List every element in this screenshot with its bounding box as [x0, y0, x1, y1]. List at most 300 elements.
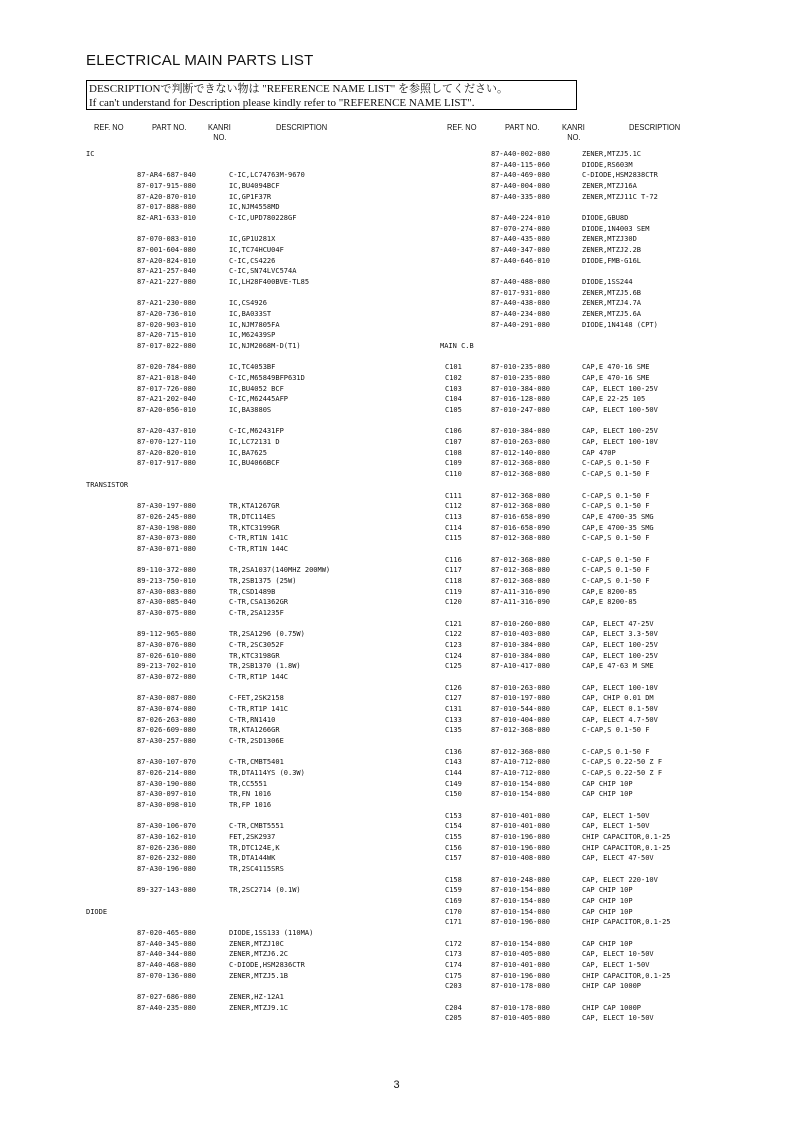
description-cell: C-IC,M65849BFP631D — [229, 374, 305, 383]
part-row — [440, 661, 740, 672]
part-row — [86, 779, 436, 790]
part-row — [86, 949, 436, 960]
description-cell: C-TR,2SC3052F — [229, 640, 284, 649]
description-cell: C-TR,CMBT5401 — [229, 758, 284, 767]
part-no-cell: 87-010-401-080 — [491, 811, 551, 820]
part-row — [440, 373, 740, 384]
spacer-row — [440, 928, 740, 939]
part-row — [440, 981, 740, 992]
part-no-cell: 87-010-263-080 — [491, 438, 551, 447]
part-no-cell: 87-A40-468-080 — [137, 961, 197, 970]
part-row — [440, 757, 740, 768]
description-cell: CAP, ELECT 4.7-50V — [582, 715, 658, 724]
ref-no-cell: C143 — [445, 758, 462, 767]
description-cell: ZENER,MTZJ30D — [582, 235, 637, 244]
part-no-cell: 87-010-384-080 — [491, 640, 551, 649]
description-cell: CAP, ELECT 100-25V — [582, 640, 658, 649]
description-cell: C-IC,LC74763M-9670 — [229, 171, 305, 180]
part-no-cell: 87-017-931-080 — [491, 288, 551, 297]
description-cell: ZENER,MTZJ16A — [582, 182, 637, 191]
part-row — [86, 512, 436, 523]
description-cell: DIODE,GBU8D — [582, 214, 629, 223]
description-cell: CAP, ELECT 100-10V — [582, 683, 658, 692]
part-no-cell: 87-A30-074-080 — [137, 704, 197, 713]
part-no-cell: 87-A20-715-010 — [137, 331, 197, 340]
part-no-cell: 87-A40-469-080 — [491, 171, 551, 180]
page-number: 3 — [393, 1079, 400, 1091]
part-no-cell: 87-A10-712-080 — [491, 768, 551, 777]
part-no-cell: 87-012-368-080 — [491, 566, 551, 575]
part-row — [86, 736, 436, 747]
part-no-cell: 87-012-368-080 — [491, 576, 551, 585]
description-cell: C-IC,M62445AFP — [229, 395, 289, 404]
spacer-row — [86, 683, 436, 694]
part-no-cell: 87-A40-488-080 — [491, 278, 551, 287]
part-row — [86, 800, 436, 811]
part-no-cell: 87-010-154-080 — [491, 779, 551, 788]
part-no-cell: 89-213-750-010 — [137, 576, 197, 585]
description-cell: C-CAP,S 0.1-50 F — [582, 566, 650, 575]
part-no-cell: 87-010-178-080 — [491, 982, 551, 991]
description-cell: CAP,E 470-16 SME — [582, 363, 650, 372]
description-cell: TR,DTC124E,K — [229, 843, 280, 852]
description-cell: CAP, ELECT 10-50V — [582, 1014, 654, 1023]
part-no-cell: 87-070-083-010 — [137, 235, 197, 244]
part-no-cell: 87-010-384-080 — [491, 651, 551, 660]
part-row — [440, 256, 740, 267]
description-cell: TR,KTC3199GR — [229, 523, 280, 532]
part-no-cell: 87-010-263-080 — [491, 683, 551, 692]
part-no-cell: 87-010-235-080 — [491, 374, 551, 383]
description-cell: TR,2SB1375 (25W) — [229, 576, 297, 585]
spacer-row — [86, 875, 436, 886]
part-row — [86, 597, 436, 608]
part-row — [86, 170, 436, 181]
description-cell: IC,M62439SP — [229, 331, 276, 340]
spacer-row — [440, 480, 740, 491]
part-row — [440, 715, 740, 726]
right-header-part-no: PART NO. — [505, 122, 540, 132]
description-cell: ZENER,MTZJ5.6B — [582, 288, 642, 297]
part-no-cell: 87-026-236-080 — [137, 843, 197, 852]
part-row — [440, 949, 740, 960]
part-row — [86, 704, 436, 715]
description-cell: C-CAP,S 0.22-50 Z F — [582, 758, 663, 767]
description-cell: TR,KTA1266GR — [229, 726, 280, 735]
ref-no-cell: C118 — [445, 576, 462, 585]
part-no-cell: 87-017-917-080 — [137, 459, 197, 468]
right-parts-column — [440, 149, 740, 1024]
part-no-cell: 87-A10-712-080 — [491, 758, 551, 767]
part-row — [86, 501, 436, 512]
part-row — [86, 715, 436, 726]
part-no-cell: 87-A40-335-080 — [491, 192, 551, 201]
part-no-cell: 87-010-154-080 — [491, 886, 551, 895]
part-row — [440, 971, 740, 982]
ref-no-cell: C157 — [445, 854, 462, 863]
part-no-cell: 87-A30-073-080 — [137, 534, 197, 543]
left-header-ref-no: REF. NO — [94, 122, 124, 132]
ref-no-cell: C159 — [445, 886, 462, 895]
description-cell: DIODE,1SS133 (110MA) — [229, 929, 314, 938]
left-header-kanri-line2: NO. — [213, 132, 227, 142]
right-header-kanri-line1: KANRI — [562, 122, 585, 132]
description-cell: TR,2SA1037(140MHZ 200MW) — [229, 566, 331, 575]
description-cell: C-TR,CSA1362GR — [229, 598, 289, 607]
ref-no-cell: C105 — [445, 406, 462, 415]
part-row — [440, 362, 740, 373]
part-no-cell: 87-010-408-080 — [491, 854, 551, 863]
part-row — [86, 576, 436, 587]
part-row — [86, 181, 436, 192]
part-no-cell: 87-010-260-080 — [491, 619, 551, 628]
part-row — [86, 320, 436, 331]
part-row — [440, 277, 740, 288]
part-no-cell: 87-A30-076-080 — [137, 640, 197, 649]
part-row — [86, 202, 436, 213]
part-row — [440, 587, 740, 598]
description-cell: CAP, ELECT 10-50V — [582, 950, 654, 959]
description-cell: TR,DTA114YS (0.3W) — [229, 768, 305, 777]
description-cell: C-IC,M62431FP — [229, 427, 284, 436]
part-no-cell: 87-012-368-080 — [491, 534, 551, 543]
reference-notice-box — [86, 80, 577, 110]
description-cell: CAP 470P — [582, 448, 616, 457]
description-cell: CAP,E 4700-35 SMG — [582, 512, 654, 521]
part-no-cell: 87-AR4-687-040 — [137, 171, 197, 180]
part-no-cell: 87-A30-190-080 — [137, 779, 197, 788]
part-row — [440, 896, 740, 907]
ref-no-cell: C131 — [445, 704, 462, 713]
ref-no-cell: C125 — [445, 662, 462, 671]
ref-no-cell: C170 — [445, 907, 462, 916]
section-title: TRANSISTOR — [86, 480, 129, 489]
description-cell: C-CAP,S 0.1-50 F — [582, 576, 650, 585]
part-no-cell: 87-010-197-080 — [491, 694, 551, 703]
description-cell: FET,2SK2937 — [229, 833, 276, 841]
part-no-cell: 87-012-368-080 — [491, 459, 551, 468]
part-no-cell: 87-010-403-080 — [491, 630, 551, 639]
description-cell: C-CAP,S 0.1-50 F — [582, 459, 650, 468]
part-no-cell: 87-020-903-010 — [137, 320, 197, 329]
left-parts-column — [86, 149, 436, 1013]
part-row — [86, 1003, 436, 1014]
part-no-cell: 87-A40-646-010 — [491, 256, 551, 265]
ref-no-cell: C156 — [445, 843, 462, 852]
description-cell: CAP, ELECT 1-50V — [582, 811, 650, 820]
part-no-cell: 87-A30-107-070 — [137, 758, 197, 767]
part-no-cell: 87-A40-291-080 — [491, 320, 551, 329]
description-cell: CAP CHIP 10P — [582, 907, 633, 916]
part-row — [440, 181, 740, 192]
description-cell: C-FET,2SK2158 — [229, 694, 284, 703]
spacer-row — [440, 864, 740, 875]
part-row — [440, 320, 740, 331]
part-row — [440, 512, 740, 523]
ref-no-cell: C121 — [445, 619, 462, 628]
part-row — [86, 394, 436, 405]
ref-no-cell: C155 — [445, 833, 462, 841]
part-row — [86, 843, 436, 854]
part-row — [440, 405, 740, 416]
part-row — [440, 651, 740, 662]
part-row — [86, 309, 436, 320]
description-cell: C-TR,RT1P 144C — [229, 672, 289, 681]
spacer-row — [440, 736, 740, 747]
part-row — [440, 213, 740, 224]
description-cell: C-CAP,S 0.22-50 Z F — [582, 768, 663, 777]
part-row — [440, 448, 740, 459]
part-row — [86, 523, 436, 534]
part-row — [86, 544, 436, 555]
part-row — [86, 437, 436, 448]
part-no-cell: 87-A11-316-090 — [491, 587, 551, 596]
description-cell: CAP,E 47-63 M SME — [582, 662, 654, 671]
part-no-cell: 87-017-888-080 — [137, 203, 197, 212]
description-cell: CAP, ELECT 220-10V — [582, 875, 658, 884]
description-cell: IC,BU4094BCF — [229, 182, 280, 191]
description-cell: C-TR,RT1P 141C — [229, 704, 289, 713]
part-no-cell: 87-026-263-080 — [137, 715, 197, 724]
part-no-cell: 87-016-128-080 — [491, 395, 551, 404]
part-no-cell: 87-A10-417-080 — [491, 662, 551, 671]
description-cell: IC,NJM7805FA — [229, 320, 280, 329]
part-row — [440, 309, 740, 320]
description-cell: IC,LH28F400BVE-TL85 — [229, 278, 310, 287]
description-cell: C-IC,UPD780228GF — [229, 214, 297, 223]
ref-no-cell: C133 — [445, 715, 462, 724]
description-cell: DIODE,1SS244 — [582, 278, 633, 287]
description-cell: C-TR,2SA1235F — [229, 608, 284, 617]
description-cell: CAP CHIP 10P — [582, 886, 633, 895]
part-row — [86, 661, 436, 672]
part-row — [86, 629, 436, 640]
description-cell: DIODE,1N4003 SEM — [582, 224, 650, 233]
section-title: MAIN C.B — [440, 342, 474, 351]
ref-no-cell: C154 — [445, 822, 462, 831]
description-cell: TR,KTC3198GR — [229, 651, 280, 660]
spacer-row — [86, 288, 436, 299]
spacer-row — [86, 491, 436, 502]
part-row — [86, 821, 436, 832]
part-row — [440, 907, 740, 918]
ref-no-cell: C126 — [445, 683, 462, 692]
description-cell: CHIP CAPACITOR,0.1-25 — [582, 833, 671, 841]
spacer-row — [440, 330, 740, 341]
part-no-cell: 87-A40-438-080 — [491, 299, 551, 308]
ref-no-cell: C136 — [445, 747, 462, 756]
part-no-cell: 87-010-247-080 — [491, 406, 551, 415]
part-no-cell: 87-012-368-080 — [491, 502, 551, 511]
right-header-kanri-line2: NO. — [567, 132, 581, 142]
ref-no-cell: C111 — [445, 491, 462, 500]
part-no-cell: 87-A21-230-080 — [137, 299, 197, 308]
part-no-cell: 87-A30-085-040 — [137, 598, 197, 607]
part-no-cell: 87-A40-344-080 — [137, 950, 197, 959]
description-cell: CHIP CAP 1000P — [582, 1003, 642, 1012]
ref-no-cell: C103 — [445, 384, 462, 393]
part-row — [440, 843, 740, 854]
part-no-cell: 87-016-658-090 — [491, 512, 551, 521]
part-no-cell: 89-110-372-080 — [137, 566, 197, 575]
ref-no-cell: C169 — [445, 897, 462, 906]
description-cell: C-CAP,S 0.1-50 F — [582, 747, 650, 756]
description-cell: ZENER,MTZJ10C — [229, 939, 284, 948]
part-no-cell: 87-A20-736-010 — [137, 310, 197, 319]
part-no-cell: 87-010-248-080 — [491, 875, 551, 884]
page-title: ELECTRICAL MAIN PARTS LIST — [86, 52, 314, 69]
description-cell: DIODE,FMB-G16L — [582, 256, 642, 265]
part-no-cell: 87-A30-097-010 — [137, 790, 197, 799]
part-row — [86, 757, 436, 768]
description-cell: CAP, ELECT 100-50V — [582, 406, 658, 415]
description-cell: C-CAP,S 0.1-50 F — [582, 726, 650, 735]
ref-no-cell: C108 — [445, 448, 462, 457]
part-row — [86, 693, 436, 704]
part-no-cell: 87-010-196-080 — [491, 971, 551, 980]
description-cell: CAP,E 22-25 105 — [582, 395, 646, 404]
part-row — [440, 939, 740, 950]
description-cell: TR,KTA1267GR — [229, 502, 280, 511]
part-row — [440, 458, 740, 469]
part-row — [86, 608, 436, 619]
notice-line-japanese: DESCRIPTIONで判断できない物は "REFERENCE NAME LIST" を参照してください。 — [89, 83, 509, 95]
left-header-kanri — [208, 122, 231, 142]
part-no-cell: 87-010-544-080 — [491, 704, 551, 713]
part-row — [86, 928, 436, 939]
part-row — [86, 256, 436, 267]
part-row — [440, 288, 740, 299]
part-row — [86, 266, 436, 277]
part-no-cell: 87-026-232-080 — [137, 854, 197, 863]
spacer-row — [440, 416, 740, 427]
part-no-cell: 87-A40-235-080 — [137, 1003, 197, 1012]
description-cell: IC,LC72131 D — [229, 438, 280, 447]
spacer-row — [440, 672, 740, 683]
notice-line-english: If can't understand for Description please kindly refer to "REFERENCE NAME LIST". — [89, 97, 475, 109]
part-row — [86, 234, 436, 245]
part-row — [86, 864, 436, 875]
part-row — [440, 565, 740, 576]
part-row — [440, 1013, 740, 1024]
description-cell: CAP, ELECT 100-10V — [582, 438, 658, 447]
part-no-cell: 87-A30-083-080 — [137, 587, 197, 596]
left-header-kanri-line1: KANRI — [208, 122, 231, 132]
part-no-cell: 87-012-368-080 — [491, 726, 551, 735]
description-cell: C-CAP,S 0.1-50 F — [582, 555, 650, 564]
spacer-row — [86, 352, 436, 363]
description-cell: CHIP CAP 1000P — [582, 982, 642, 991]
part-no-cell: 87-012-140-080 — [491, 448, 551, 457]
part-no-cell: 87-010-154-080 — [491, 897, 551, 906]
description-cell: CAP, ELECT 100-25V — [582, 651, 658, 660]
part-no-cell: 87-010-401-080 — [491, 961, 551, 970]
part-no-cell: 87-026-214-080 — [137, 768, 197, 777]
part-no-cell: 87-A40-234-080 — [491, 310, 551, 319]
part-no-cell: 87-010-404-080 — [491, 715, 551, 724]
part-no-cell: 89-327-143-080 — [137, 886, 197, 895]
spacer-row — [86, 811, 436, 822]
part-no-cell: 87-010-235-080 — [491, 363, 551, 372]
left-header-part-no: PART NO. — [152, 122, 187, 132]
description-cell: IC,BU4052 BCF — [229, 384, 284, 393]
part-no-cell: 87-012-368-080 — [491, 555, 551, 564]
description-cell: CAP, ELECT 47-50V — [582, 854, 654, 863]
description-cell: IC,TC4053BF — [229, 363, 276, 372]
part-no-cell: 87-012-368-080 — [491, 470, 551, 479]
description-cell: CAP, ELECT 100-25V — [582, 427, 658, 436]
part-no-cell: 87-010-401-080 — [491, 822, 551, 831]
part-no-cell: 87-026-610-080 — [137, 651, 197, 660]
right-header-kanri — [562, 122, 585, 142]
part-row — [86, 651, 436, 662]
part-no-cell: 8Z-AR1-633-010 — [137, 214, 197, 223]
description-cell: ZENER,MTZJ5.1C — [582, 150, 642, 158]
part-no-cell: 87-016-658-090 — [491, 523, 551, 532]
ref-no-cell: C106 — [445, 427, 462, 436]
part-no-cell: 87-A40-435-080 — [491, 235, 551, 244]
spacer-row — [86, 555, 436, 566]
part-no-cell: 87-A20-824-010 — [137, 256, 197, 265]
ref-no-cell: C203 — [445, 982, 462, 991]
part-row — [440, 597, 740, 608]
description-cell: C-TR,2SD1306E — [229, 736, 284, 745]
spacer-row — [440, 352, 740, 363]
description-cell: C-DIODE,HSM2836CTR — [229, 961, 305, 970]
part-no-cell: 87-A21-018-040 — [137, 374, 197, 383]
ref-no-cell: C113 — [445, 512, 462, 521]
description-cell: TR,DTA144WK — [229, 854, 276, 863]
part-row — [86, 277, 436, 288]
part-row — [440, 491, 740, 502]
spacer-row — [86, 416, 436, 427]
ref-no-cell: C153 — [445, 811, 462, 820]
part-row — [86, 341, 436, 352]
part-row — [440, 501, 740, 512]
description-cell: TR,FN 1016 — [229, 790, 272, 799]
spacer-row — [86, 896, 436, 907]
part-row — [440, 811, 740, 822]
description-cell: IC,NJM2068M-D(T1) — [229, 342, 301, 351]
part-row — [86, 565, 436, 576]
part-row — [440, 629, 740, 640]
part-no-cell: 87-A30-197-080 — [137, 502, 197, 511]
part-row — [440, 779, 740, 790]
description-cell: IC,BA3880S — [229, 406, 272, 415]
description-cell: C-CAP,S 0.1-50 F — [582, 470, 650, 479]
part-row — [440, 960, 740, 971]
part-no-cell: 87-026-609-080 — [137, 726, 197, 735]
part-no-cell: 87-A21-257-040 — [137, 267, 197, 276]
description-cell: CHIP CAPACITOR,0.1-25 — [582, 918, 671, 927]
ref-no-cell: C102 — [445, 374, 462, 383]
ref-no-cell: C122 — [445, 630, 462, 639]
description-cell: CAP, ELECT 100-25V — [582, 384, 658, 393]
part-row — [440, 693, 740, 704]
part-no-cell: 87-A20-820-010 — [137, 448, 197, 457]
description-cell: TR,2SB1370 (1.8W) — [229, 662, 301, 671]
ref-no-cell: C135 — [445, 726, 462, 735]
part-no-cell: 87-070-136-080 — [137, 971, 197, 980]
ref-no-cell: C124 — [445, 651, 462, 660]
part-no-cell: 87-A40-347-080 — [491, 246, 551, 255]
description-cell: CAP,E 470-16 SME — [582, 374, 650, 383]
part-row — [440, 640, 740, 651]
description-cell: CAP CHIP 10P — [582, 897, 633, 906]
part-row — [86, 768, 436, 779]
description-cell: CAP CHIP 10P — [582, 779, 633, 788]
part-no-cell: 87-A30-106-070 — [137, 822, 197, 831]
